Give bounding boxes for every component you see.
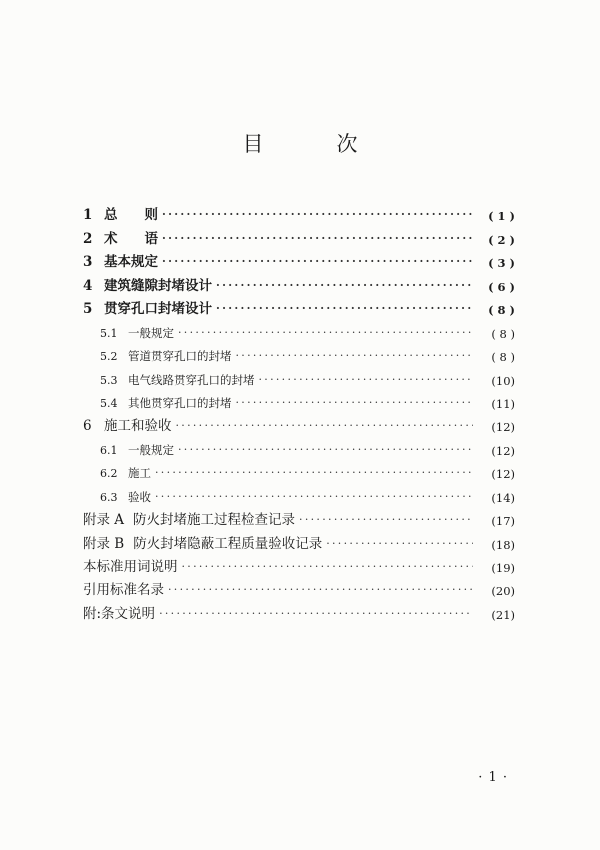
leader-dots (159, 608, 473, 619)
toc-entry-page: (18) (491, 537, 515, 552)
toc-entry-title: 施工和验收 (104, 418, 172, 435)
toc-entry[interactable] (83, 247, 515, 270)
toc-entry[interactable] (83, 341, 515, 364)
leader-dots (176, 420, 474, 431)
toc-entry[interactable] (83, 434, 515, 457)
toc-entry-label (83, 297, 216, 317)
toc-entry-label (83, 250, 162, 270)
toc-entry[interactable] (83, 528, 515, 551)
leader-dots (155, 467, 473, 478)
toc-entry-label (100, 348, 236, 364)
toc-entry[interactable] (83, 411, 515, 434)
toc-entry-title: 防火封堵施工过程检查记录 (133, 512, 296, 529)
toc-entry-page: ( 6 ) (488, 279, 515, 294)
toc-entry-page: (19) (491, 561, 515, 575)
leader-dots (216, 280, 473, 291)
toc-entry[interactable] (83, 552, 515, 575)
toc-entry-title: 附:条文说明 (83, 605, 156, 622)
toc-entry[interactable] (83, 270, 515, 293)
toc-entry-title: 一般规定 (128, 325, 174, 340)
leader-dots (326, 538, 473, 549)
toc-entry-page: (10) (491, 373, 515, 388)
toc-entry-label (100, 395, 236, 411)
toc-entry-number: 附录 B (83, 535, 125, 552)
leader-dots (155, 491, 473, 502)
toc-entry-number: 4 (83, 277, 93, 294)
toc-entry-title: 引用标准名录 (83, 582, 164, 599)
toc-entry-title: 一般规定 (128, 442, 174, 457)
leader-dots (168, 584, 473, 595)
toc-entry[interactable] (83, 317, 515, 340)
leader-dots (162, 256, 473, 267)
toc-entry-number: 6.3 (100, 490, 118, 504)
toc-entry-page: ( 1 ) (488, 209, 515, 224)
toc-entry-page: (14) (491, 490, 515, 505)
toc-entry-page: ( 8 ) (488, 303, 515, 318)
toc-entry-page: ( 8 ) (491, 326, 515, 341)
leader-dots (216, 303, 473, 314)
toc-entry-title: 建筑缝隙封堵设计 (104, 277, 212, 294)
toc-entry-label (100, 442, 178, 458)
toc-entry-label (100, 372, 259, 388)
toc-entry[interactable] (83, 458, 515, 481)
toc-entry-title: 防火封堵隐蔽工程质量验收记录 (133, 535, 323, 552)
toc-entry-number: 5.4 (100, 396, 118, 410)
toc-entry[interactable] (83, 294, 515, 317)
toc-entry-page: (12) (491, 420, 515, 435)
toc-entry[interactable] (83, 388, 515, 411)
toc-entry-label (83, 602, 159, 622)
toc-entry-label (83, 555, 182, 575)
leader-dots (236, 397, 474, 408)
toc-entry-title: 验收 (128, 489, 151, 504)
toc-entry-label (83, 414, 176, 434)
toc-entry-number: 2 (83, 230, 93, 247)
page-title: 目 次 (242, 132, 384, 156)
leader-dots (259, 374, 474, 385)
toc-entry[interactable] (83, 200, 515, 223)
leader-dots (236, 350, 474, 361)
toc-entry-number: 5 (83, 301, 93, 318)
leader-dots (178, 327, 473, 338)
leader-dots (162, 209, 473, 220)
toc-entry-label (83, 203, 162, 223)
toc-entry[interactable] (83, 481, 515, 504)
toc-entry-number: 3 (83, 254, 93, 271)
toc-entry-label (100, 325, 178, 341)
toc-entry[interactable] (83, 505, 515, 528)
toc-entry-number: 5.3 (100, 373, 118, 387)
toc-entry-page: (11) (491, 396, 515, 411)
toc-entry-number: 附录 A (83, 512, 125, 529)
table-of-contents (83, 200, 515, 622)
toc-entry-title: 电气线路贯穿孔口的封堵 (128, 372, 255, 387)
page-number: · 1 · (478, 770, 508, 785)
toc-entry-page: (17) (491, 514, 515, 529)
toc-entry-number: 6.2 (100, 467, 118, 481)
toc-entry-number: 6 (83, 418, 92, 435)
toc-entry-label (100, 465, 155, 481)
toc-entry[interactable] (83, 223, 515, 246)
toc-entry-number: 5.2 (100, 350, 118, 364)
toc-entry-label (83, 227, 162, 247)
toc-entry-label (83, 274, 216, 294)
leader-dots (178, 444, 473, 455)
toc-entry[interactable] (83, 364, 515, 387)
toc-entry-title: 施工 (128, 466, 151, 481)
toc-entry-page: (12) (491, 467, 515, 482)
leader-dots (299, 514, 473, 525)
toc-entry-label (83, 532, 326, 552)
toc-entry-page: (20) (491, 584, 515, 599)
toc-entry-page: (21) (491, 607, 515, 622)
toc-entry[interactable] (83, 575, 515, 598)
toc-entry-label (83, 508, 299, 528)
toc-entry-title: 其他贯穿孔口的封堵 (128, 395, 232, 410)
toc-entry-page: ( 2 ) (488, 232, 515, 247)
toc-entry-title: 基本规定 (104, 254, 158, 271)
toc-entry[interactable] (83, 598, 515, 621)
toc-entry-number: 1 (83, 207, 93, 224)
toc-entry-title: 总 则 (104, 207, 158, 224)
toc-entry-label (83, 578, 168, 598)
toc-entry-page: ( 8 ) (491, 350, 515, 365)
toc-entry-number: 5.1 (100, 326, 118, 340)
toc-entry-title: 术 语 (104, 230, 158, 247)
toc-entry-title: 本标准用词说明 (83, 559, 178, 575)
toc-entry-page: (12) (491, 443, 515, 458)
toc-entry-page: ( 3 ) (488, 256, 515, 271)
leader-dots (162, 233, 473, 244)
toc-entry-title: 贯穿孔口封堵设计 (104, 301, 212, 318)
toc-entry-title: 管道贯穿孔口的封堵 (128, 349, 232, 364)
toc-entry-label (100, 489, 155, 505)
leader-dots (182, 561, 474, 572)
toc-entry-number: 6.1 (100, 443, 118, 457)
